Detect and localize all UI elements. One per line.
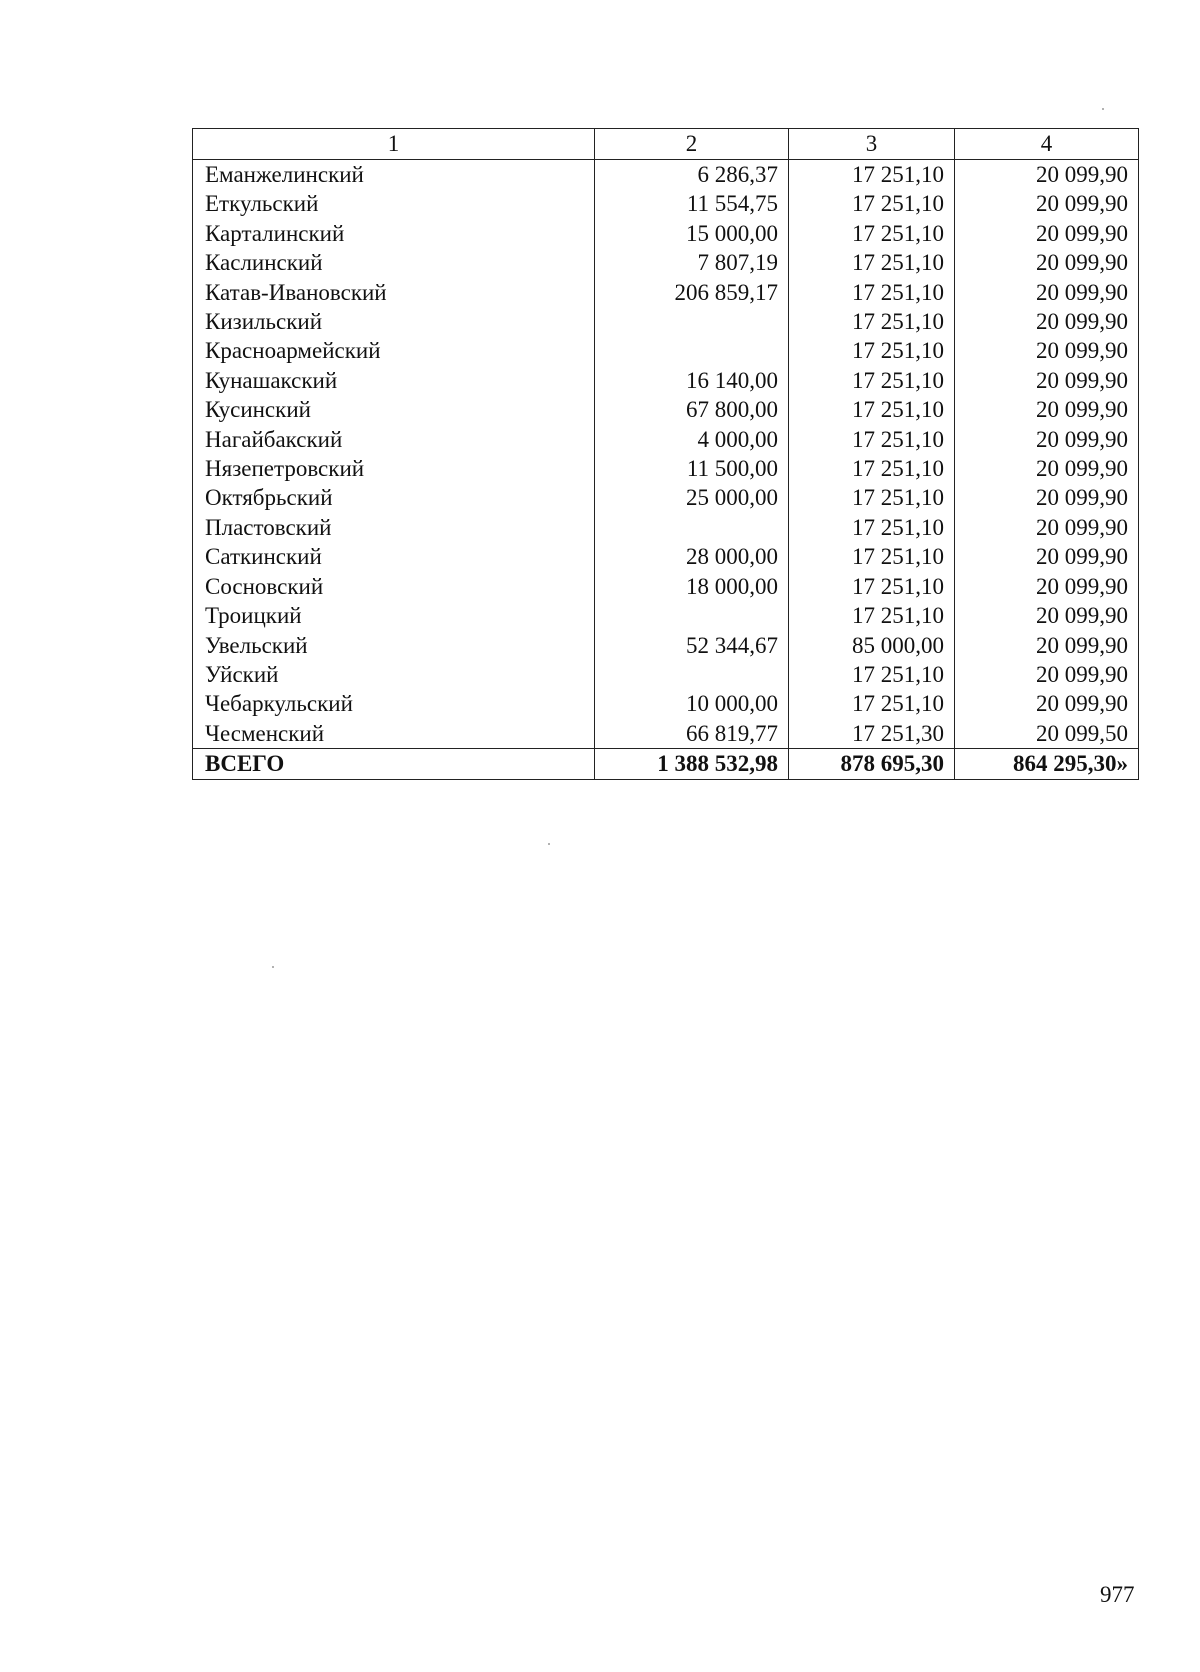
col3-value: 17 251,10 <box>789 189 955 218</box>
col3-value: 17 251,10 <box>789 513 955 542</box>
col4-value: 20 099,50 <box>955 719 1139 749</box>
table-row <box>193 689 1139 718</box>
table-row <box>193 307 1139 336</box>
col3-value: 17 251,10 <box>789 248 955 277</box>
col2-value: 28 000,00 <box>595 542 789 571</box>
district-name: Саткинский <box>193 542 595 571</box>
col2-value: 11 500,00 <box>595 454 789 483</box>
district-name: Каслинский <box>193 248 595 277</box>
col2-value: 206 859,17 <box>595 278 789 307</box>
col4-value: 20 099,90 <box>955 542 1139 571</box>
col3-value: 17 251,10 <box>789 307 955 336</box>
district-name: Уйский <box>193 660 595 689</box>
district-name: Нязепетровский <box>193 454 595 483</box>
district-name: Увельский <box>193 631 595 660</box>
table-row <box>193 366 1139 395</box>
column-header-3: 3 <box>789 129 955 160</box>
total-col4: 864 295,30» <box>955 749 1139 779</box>
col2-value: 67 800,00 <box>595 395 789 424</box>
district-name: Еткульский <box>193 189 595 218</box>
col3-value: 17 251,10 <box>789 395 955 424</box>
table-row <box>193 572 1139 601</box>
page-number: 977 <box>1100 1582 1135 1607</box>
table-row <box>193 660 1139 689</box>
total-col3: 878 695,30 <box>789 749 955 779</box>
total-col2: 1 388 532,98 <box>595 749 789 779</box>
table-row <box>193 160 1139 190</box>
scan-speck <box>1102 108 1104 110</box>
col4-value: 20 099,90 <box>955 248 1139 277</box>
district-name: Пластовский <box>193 513 595 542</box>
col4-value: 20 099,90 <box>955 160 1139 190</box>
col4-value: 20 099,90 <box>955 219 1139 248</box>
district-name: Чесменский <box>193 719 595 749</box>
col3-value: 17 251,10 <box>789 601 955 630</box>
col4-value: 20 099,90 <box>955 454 1139 483</box>
table-row <box>193 483 1139 512</box>
table-row <box>193 719 1139 749</box>
table-row <box>193 631 1139 660</box>
col2-value: 25 000,00 <box>595 483 789 512</box>
table-row <box>193 513 1139 542</box>
col3-value: 17 251,10 <box>789 572 955 601</box>
col2-value: 10 000,00 <box>595 689 789 718</box>
col4-value: 20 099,90 <box>955 513 1139 542</box>
district-name: Катав-Ивановский <box>193 278 595 307</box>
table-row <box>193 395 1139 424</box>
col2-value: 15 000,00 <box>595 219 789 248</box>
district-name: Сосновский <box>193 572 595 601</box>
table-row <box>193 542 1139 571</box>
scan-speck <box>548 843 550 845</box>
table-row <box>193 248 1139 277</box>
table-row <box>193 601 1139 630</box>
col2-value: 4 000,00 <box>595 425 789 454</box>
col2-value: 52 344,67 <box>595 631 789 660</box>
col4-value: 20 099,90 <box>955 572 1139 601</box>
col4-value: 20 099,90 <box>955 425 1139 454</box>
col4-value: 20 099,90 <box>955 307 1139 336</box>
col3-value: 17 251,10 <box>789 278 955 307</box>
district-name: Кусинский <box>193 395 595 424</box>
header-row <box>193 129 1139 160</box>
table-row <box>193 189 1139 218</box>
col3-value: 17 251,10 <box>789 660 955 689</box>
table-row <box>193 219 1139 248</box>
col3-value: 17 251,10 <box>789 160 955 190</box>
total-label: ВСЕГО <box>193 749 595 779</box>
district-name: Кизильский <box>193 307 595 336</box>
district-name: Нагайбакский <box>193 425 595 454</box>
table-body <box>193 160 1139 749</box>
district-name: Чебаркульский <box>193 689 595 718</box>
col2-value <box>595 513 789 542</box>
col3-value: 17 251,30 <box>789 719 955 749</box>
col2-value <box>595 601 789 630</box>
col3-value: 17 251,10 <box>789 336 955 365</box>
col4-value: 20 099,90 <box>955 660 1139 689</box>
district-name: Кунашакский <box>193 366 595 395</box>
col2-value: 16 140,00 <box>595 366 789 395</box>
col4-value: 20 099,90 <box>955 278 1139 307</box>
col3-value: 85 000,00 <box>789 631 955 660</box>
column-header-1: 1 <box>193 129 595 160</box>
table-header <box>193 129 1139 160</box>
table-row <box>193 454 1139 483</box>
district-name: Карталинский <box>193 219 595 248</box>
col4-value: 20 099,90 <box>955 189 1139 218</box>
col2-value <box>595 307 789 336</box>
col4-value: 20 099,90 <box>955 366 1139 395</box>
scan-speck <box>272 966 274 968</box>
col2-value <box>595 660 789 689</box>
col4-value: 20 099,90 <box>955 336 1139 365</box>
table-row <box>193 336 1139 365</box>
district-name: Октябрьский <box>193 483 595 512</box>
col2-value: 18 000,00 <box>595 572 789 601</box>
col4-value: 20 099,90 <box>955 689 1139 718</box>
col2-value: 66 819,77 <box>595 719 789 749</box>
col4-value: 20 099,90 <box>955 631 1139 660</box>
col2-value: 7 807,19 <box>595 248 789 277</box>
total-row <box>193 749 1139 779</box>
col2-value: 11 554,75 <box>595 189 789 218</box>
col3-value: 17 251,10 <box>789 689 955 718</box>
col3-value: 17 251,10 <box>789 542 955 571</box>
col2-value <box>595 336 789 365</box>
col4-value: 20 099,90 <box>955 601 1139 630</box>
district-name: Троицкий <box>193 601 595 630</box>
col3-value: 17 251,10 <box>789 219 955 248</box>
col3-value: 17 251,10 <box>789 454 955 483</box>
col3-value: 17 251,10 <box>789 483 955 512</box>
district-name: Красноармейский <box>193 336 595 365</box>
column-header-2: 2 <box>595 129 789 160</box>
column-header-4: 4 <box>955 129 1139 160</box>
col3-value: 17 251,10 <box>789 366 955 395</box>
col2-value: 6 286,37 <box>595 160 789 190</box>
col4-value: 20 099,90 <box>955 395 1139 424</box>
table-row <box>193 425 1139 454</box>
col4-value: 20 099,90 <box>955 483 1139 512</box>
table-row <box>193 278 1139 307</box>
col3-value: 17 251,10 <box>789 425 955 454</box>
budget-table <box>192 128 1139 780</box>
district-name: Еманжелинский <box>193 160 595 190</box>
